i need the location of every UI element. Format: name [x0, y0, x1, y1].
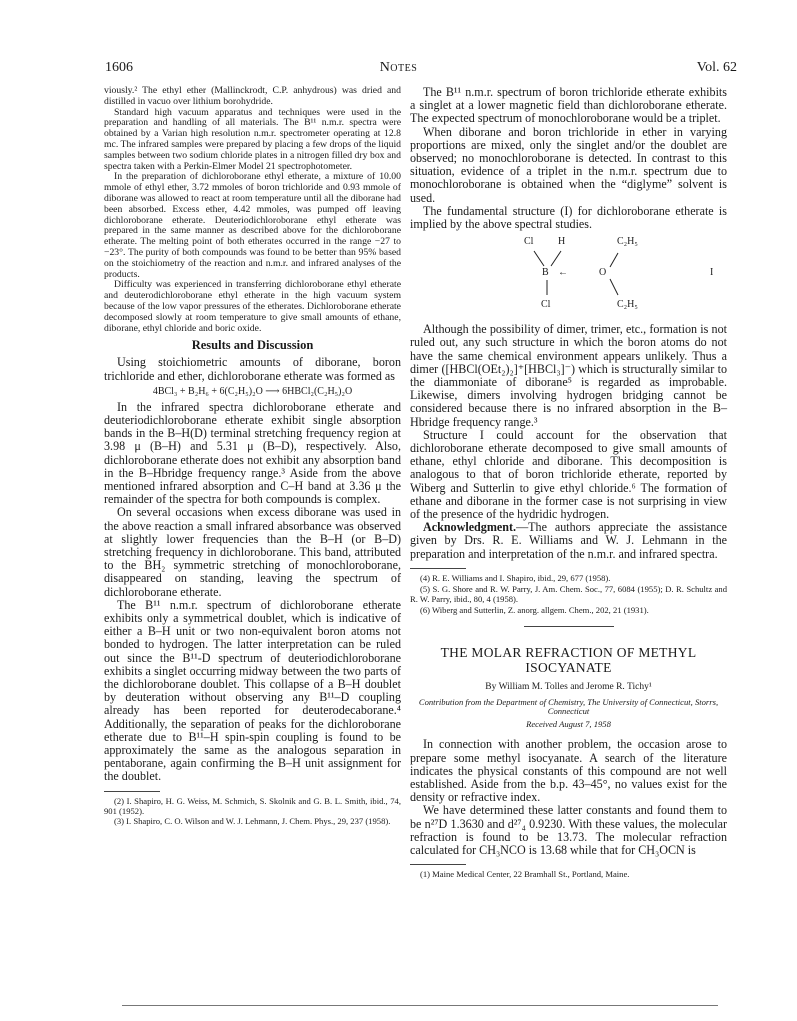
- footnote: (3) I. Shapiro, C. O. Wilson and W. J. Lehmann, J. Chem. Phys., 29, 237 (1958).: [114, 816, 391, 827]
- paragraph: Difficulty was experienced in transferring dichloroborane ethyl etherate and deuterodichloroborane ethyl etherate in the high vacuum system because of the low vapor pressures of the etherates. Dichloroborane etherate decomposed slowly at room temperature to give small amounts of ethane, diborane, ethyl chloride and boric oxide.: [104, 279, 401, 334]
- hydrogen-atom: H: [558, 236, 566, 248]
- paragraph: The fundamental structure (I) for dichloroborane etherate is implied by the above spectral studies.: [410, 203, 727, 232]
- footnote: (6) Wiberg and Sutterlin, Z. anorg. allgem. Chem., 202, 21 (1931).: [420, 604, 649, 615]
- footnote: (2) I. Shapiro, H. G. Weiss, M. Schmich, S. Skolnik and G. B. L. Smith, ibid., 74, 901 (1952).: [104, 795, 401, 816]
- structure-label: I: [710, 267, 714, 279]
- article-title: THE MOLAR REFRACTION OF METHYL ISOCYANATE: [440, 644, 697, 675]
- ethyl-group-top: C₂H₅: [617, 236, 638, 248]
- footnote: (5) S. G. Shore and R. W. Parry, J. Am. Chem. Soc., 77, 6084 (1955); D. R. Schultz and R. W. Parry, ibid., 80, 4 (1958).: [410, 583, 727, 604]
- left-column: [104, 86, 401, 827]
- paragraph: When diborane and boron trichloride in ether in varying proportions are mixed, only the singlet and/or the doublet are observed; no monochloroborane is detected. In contrast to this situation, evidence of a triplet in the n.m.r. spectrum due to monochloroborane is obtained when the “diglyme” solvent is used.: [410, 124, 727, 205]
- coordinate-bond-arrow: ←: [558, 267, 568, 279]
- paragraph: The B¹¹ n.m.r. spectrum of dichloroborane etherate exhibits only a symmetrical doublet, which is indicative of either a B–H unit or two non-equivalent boron atoms not bonded to hydrogen. The latter interpretation can be ruled out since the B¹¹-D spectrum of deuteriodichloroborane exhibits a singlet occurring midway between the two parts of the dichloroborane doublet. This collapse of a B–H doublet by deuteration without observing any B¹¹–D coupling already has been reported for deuterodecaborane.⁴ Additionally, the separation of peaks for the dichloroborane etherate due to B¹¹–H spin-spin coupling is found to be approximately the same as the analogous separation in pentaborane, again confirming the B–H unit assignment for the doublet.: [104, 597, 401, 784]
- paragraph: In connection with another problem, the occasion arose to prepare some methyl isocyanate. A search of the literature indicates the physical constants of this compound are not well established. Aside from the b.p. 43–45°, no values exist for the density or refractive index.: [410, 737, 727, 805]
- paragraph: viously.² The ethyl ether (Mallinckrodt, C.P. anhydrous) was dried and distilled in vacuo over lithium borohydride.: [104, 85, 401, 107]
- footnote-divider: [410, 568, 466, 569]
- chlorine-atom-bottom: Cl: [541, 299, 551, 311]
- paragraph: In the infrared spectra dichloroborane etherate and deuteriodichloroborane etherate exhibit single absorption bands in the B–H(D) terminal stretching frequency region at 3.98 μ (B–H) and 5.31 μ (B–D), respectively. Also, dichloroborane etherate does not exhibit any absorption band in the B–Hbridge frequency range.³ Aside from the above mentioned infrared absorption and C–H band at 3.36 μ the remainder of the spectra for both compounds is complex.: [104, 399, 401, 507]
- footnote-divider: [104, 791, 160, 792]
- article-byline: By William M. Tolles and Jerome R. Tichy¹: [485, 681, 652, 692]
- volume-label: Vol. 62: [696, 60, 737, 75]
- boron-atom: B: [542, 267, 549, 279]
- acknowledgment-text: —The authors appreciate the assistance given by Drs. R. E. Williams and W. J. Lehmann in the preparation and interpretation of the n.m.r. and infrared spectra.: [410, 520, 727, 561]
- reaction-equation: 4BCl₃ + B₂H₆ + 6(C₂H₅)₂O ⟶ 6HBCl₂(C₂H₅)₂O: [152, 385, 353, 397]
- article-separator: [524, 626, 614, 627]
- structure-bonds: [410, 233, 727, 319]
- paragraph: In the preparation of dichloroborane ethyl etherate, a mixture of 10.00 mmole of ethyl ether, 3.72 mmoles of boron trichloride and 0.93 mmole of diborane was allowed to react at room temperature until all the diborane had been absorbed. Excess ether, 4.42 mmoles, was pumped off leaving dichloroborane etherate. Deuteriodichloroborane ethyl etherate was prepared in the same manner as described above for the dichloroborane etherate. The melting point of both etherates occurred in the range −27 to −23°. The purity of both compounds was found to be better than 95% based on the stoichiometry of the reaction and n.m.r. and infrared analyses of the products.: [104, 171, 401, 280]
- paragraph: We have determined these latter constants and found them to be n²⁷D 1.3630 and d²⁷₄ 0.9230. With these values, the molecular refraction is found to be 13.73. The molecular refraction calculated for CH₃NCO is 13.68 while that for CH₃OCN is: [410, 803, 727, 857]
- footnote-divider: [410, 864, 466, 865]
- section-title: Notes: [379, 60, 418, 75]
- footnote: (1) Maine Medical Center, 22 Bramhall St., Portland, Maine.: [420, 869, 630, 880]
- ethyl-group-bottom: C₂H₅: [617, 299, 638, 311]
- chlorine-atom-top: Cl: [524, 236, 534, 248]
- received-date: Received August 7, 1958: [526, 719, 611, 730]
- right-column: [410, 86, 727, 880]
- paragraph: Although the possibility of dimer, trimer, etc., formation is not ruled out, any such structure in which the boron atoms do not have the same chemical environment appears unlikely. Thus a dimer ([HBCl(OEt₂)₂]⁺[HBCl₃]⁻) which is structurally similar to the diammoniate of diborane⁵ is regarded as improbable. Likewise, dimers involving hydrogen bridging cannot be considered because there is no infrared absorption in the B–Hbridge frequency range.³: [410, 322, 727, 429]
- paragraph: Using stoichiometric amounts of diborane, boron trichloride and ether, dichloroborane etherate was formed as: [104, 355, 401, 383]
- oxygen-atom: O: [599, 267, 607, 279]
- article-affiliation: Contribution from the Department of Chemistry, The University of Connecticut, Storrs, Connecticut: [418, 696, 719, 716]
- page-bottom-rule: [122, 1005, 718, 1006]
- running-header: [0, 60, 797, 78]
- page-number: 1606: [105, 60, 133, 75]
- acknowledgment: [410, 521, 727, 561]
- structure-diagram: [410, 233, 727, 319]
- paragraph: Standard high vacuum apparatus and techniques were used in the preparation and handling of all materials. The B¹¹ n.m.r. spectra were obtained by a Varian high resolution n.m.r. spectrometer operating at 12.8 mc. The infrared samples were prepared by placing a few drops of the liquid samples between two sodium chloride plates in a nitrogen filled dry box and spectra taken with a Perkin-Elmer Model 21 spectrophotometer.: [104, 106, 401, 172]
- paragraph: Structure I could account for the observation that dichloroborane etherate decomposed to give small amounts of ethane, ethyl chloride and diborane. This decomposition is analogous to that of boron trichloride etherate, reported by Wiberg and Sutterlin to give ethyl chloride.⁶ The formation of ethane and diborane in the former case is not surprising in view of the presence of the hydridic hydrogen.: [410, 427, 727, 522]
- paragraph: The B¹¹ n.m.r. spectrum of boron trichloride etherate exhibits a singlet at a lower magnetic field than dichloroborane etherate. The expected spectrum of monochloroborane would be a triplet.: [410, 85, 727, 126]
- acknowledgment-label: Acknowledgment.: [423, 520, 517, 535]
- section-heading: Results and Discussion: [191, 338, 314, 353]
- footnote: (4) R. E. Williams and I. Shapiro, ibid., 29, 677 (1958).: [420, 572, 611, 583]
- paragraph: On several occasions when excess diborane was used in the above reaction a small infrared absorbance was observed at slightly lower frequencies than the B–H (or B–D) stretching frequency in dichloroborane. This band, attributed to the BH₂ symmetric stretching of monochloroborane, disappeared on standing, leaving the spectrum of dichloroborane etherate.: [104, 505, 401, 599]
